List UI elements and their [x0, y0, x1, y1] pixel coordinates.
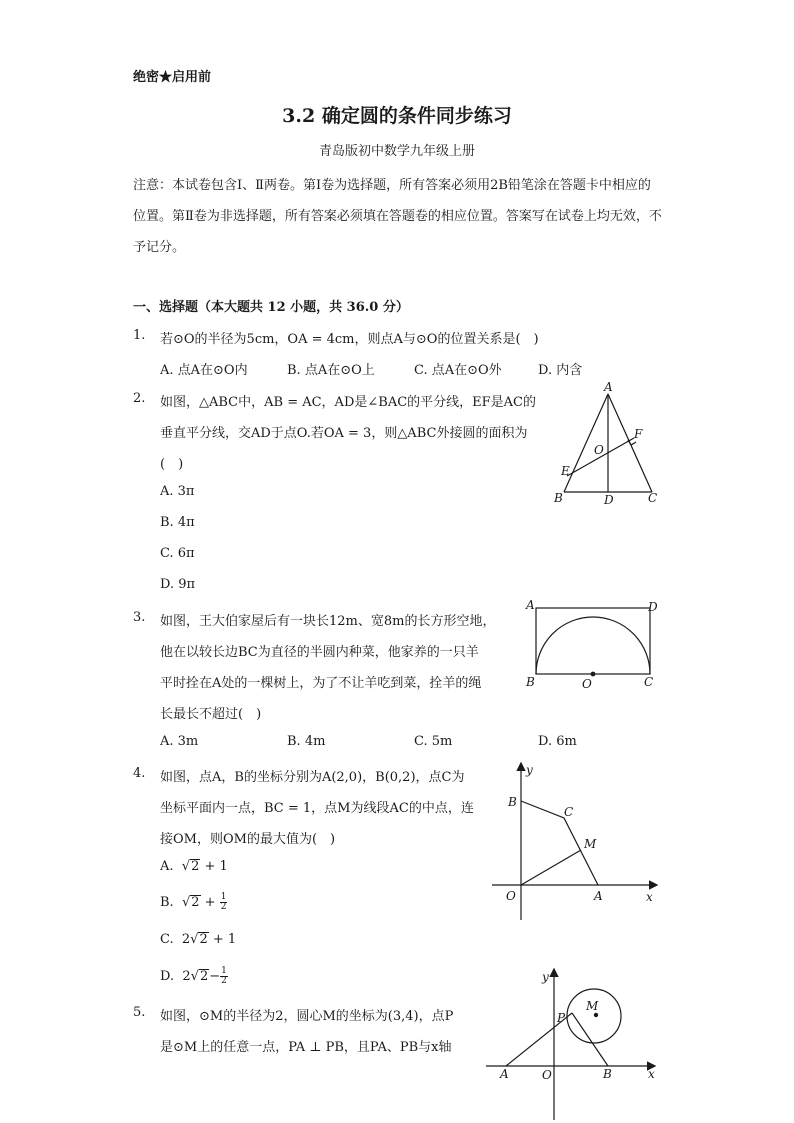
- q2-label-f: F: [634, 427, 643, 441]
- q1-option-b: B. 点A在⊙O上: [287, 363, 375, 378]
- q1-number: 1.: [133, 328, 146, 343]
- q5-label-o: O: [542, 1068, 552, 1082]
- confidential-label: 绝密★启用前: [133, 70, 212, 85]
- q4-option-c-label: C.: [160, 932, 174, 947]
- q4-option-a-label: A.: [160, 859, 174, 874]
- q1-option-a: A. 点A在⊙O内: [160, 363, 248, 378]
- q4-label-b: B: [508, 795, 517, 809]
- q5-label-a: A: [500, 1067, 509, 1081]
- q5-number: 5.: [133, 1005, 146, 1020]
- q4-label-o: O: [506, 889, 516, 903]
- q2-line-1: 如图，△ABC中，AB = AC，AD是∠BAC的平分线，EF是AC的: [160, 395, 536, 410]
- q4-option-d-numerator: 1: [221, 966, 227, 976]
- q4-option-b-fraction: [220, 893, 228, 912]
- q2-label-o: O: [594, 443, 604, 457]
- q1-text: 若⊙O的半径为5cm，OA = 4cm，则点A与⊙O的位置关系是( ): [160, 332, 539, 347]
- q4-option-d: D. 2√2− $\frac{1}{2}$: [160, 966, 227, 986]
- q4-option-d-rest: −: [209, 969, 221, 984]
- q5-line-2: 是⊙M上的任意一点，PA ⊥ PB，且PA、PB与x轴: [160, 1040, 452, 1055]
- q4-label-x: x: [646, 890, 653, 904]
- q5-label-p: P: [557, 1011, 566, 1025]
- q2-label-a: A: [604, 380, 613, 394]
- q3-line-3: 平时拴在A处的一棵树上，为了不让羊吃到菜，拴羊的绳: [160, 676, 482, 691]
- q4-option-a-rest: + 1: [204, 859, 228, 874]
- q4-option-b-denominator: 2: [220, 902, 227, 912]
- q4-segment-om: [521, 850, 581, 885]
- q2-option-a: A. 3π: [160, 484, 195, 499]
- q2-label-c: C: [648, 491, 658, 505]
- q3-number: 3.: [133, 610, 146, 625]
- q4-line-2: 坐标平面内一点，BC = 1，点M为线段AC的中点，连: [160, 801, 474, 816]
- q5-label-b: B: [603, 1067, 612, 1081]
- page-title: 3.2 确定圆的条件同步练习: [282, 105, 512, 127]
- q4-option-a-radicand: 2: [191, 859, 200, 874]
- q3-semicircle: [536, 617, 650, 674]
- q4-line-3: 接OM，则OM的最大值为( ): [160, 832, 336, 847]
- q3-label-b: B: [526, 675, 535, 689]
- q3-option-a: A. 3m: [160, 734, 199, 749]
- q5-circle-m: [567, 989, 621, 1043]
- q5-center-point: [594, 1013, 598, 1017]
- q2-option-c: C. 6π: [160, 546, 195, 561]
- q5-label-x: x: [648, 1067, 655, 1081]
- q4-label-a: A: [594, 889, 603, 903]
- q4-label-c: C: [564, 805, 574, 819]
- q2-triangle-figure: [550, 378, 670, 508]
- q2-label-d: D: [604, 493, 614, 507]
- q4-option-d-radicand: 2: [199, 969, 209, 984]
- q4-option-d-denominator: 2: [221, 976, 227, 986]
- q3-center-point: [591, 672, 596, 677]
- q4-option-b-radicand: 2: [191, 895, 200, 910]
- q2-option-b: B. 4π: [160, 515, 195, 530]
- q2-line-2: 垂直平分线，交AD于点O.若OA = 3，则△ABC外接圆的面积为: [160, 426, 528, 441]
- q4-option-b-label: B.: [160, 895, 174, 910]
- q4-option-d-label: D.: [160, 969, 175, 984]
- q3-label-o: O: [582, 677, 592, 691]
- q2-label-b: B: [554, 491, 563, 505]
- q2-line-3: ( ): [160, 457, 184, 472]
- q4-option-b-rest: +: [204, 895, 216, 910]
- page-subtitle: 青岛版初中数学九年级上册: [318, 144, 475, 159]
- q4-option-c-radicand: 2: [199, 932, 208, 947]
- q4-option-a: A. √2 + 1: [160, 859, 228, 874]
- q3-rectangle-figure: [520, 596, 670, 692]
- exam-notice: 注意：本试卷包含Ⅰ、Ⅱ两卷。第Ⅰ卷为选择题，所有答案必须用2B铅笔涂在答题卡中相应的位置。第Ⅱ卷为非选择题，所有答案必须填在答题卷的相应位置。答案写在试卷上均无效，不予记分。: [133, 178, 662, 255]
- q5-line-1: 如图，⊙M的半径为2，圆心M的坐标为(3,4)，点P: [160, 1009, 454, 1024]
- q3-label-d: D: [648, 600, 658, 614]
- q4-label-y: y: [526, 763, 533, 777]
- q4-number: 4.: [133, 766, 146, 781]
- q4-option-d-coef: 2: [182, 969, 191, 984]
- q3-line-2: 他在以较长边BC为直径的半圆内种菜，他家养的一只羊: [160, 645, 479, 660]
- q4-option-c-coef: 2: [181, 932, 191, 947]
- q5-label-y: y: [542, 970, 549, 984]
- q4-label-m: M: [584, 837, 597, 851]
- q4-line-1: 如图，点A，B的坐标分别为A(2,0)，B(0,2)，点C为: [160, 770, 465, 785]
- q3-rectangle: [536, 608, 650, 674]
- q2-number: 2.: [133, 391, 146, 406]
- section-title: 一、选择题（本大题共 12 小题，共 36.0 分）: [133, 300, 409, 315]
- q5-label-m: M: [586, 999, 599, 1013]
- q4-coordinate-figure: [488, 758, 663, 924]
- q4-option-d-fraction: [220, 967, 228, 986]
- q4-option-b-numerator: 1: [220, 892, 227, 902]
- q4-option-c-rest: + 1: [212, 932, 237, 947]
- q2-label-e: E: [561, 464, 570, 478]
- q5-circle-figure: [484, 966, 664, 1122]
- q3-label-a: A: [526, 598, 535, 612]
- q4-option-c: C. 2√2 + 1: [160, 932, 237, 947]
- q1-option-c: C. 点A在⊙O外: [414, 363, 502, 378]
- q3-option-b: B. 4m: [287, 734, 326, 749]
- q3-line-4: 长最长不超过( ): [160, 707, 262, 722]
- q5-segment-pb: [572, 1013, 608, 1066]
- q3-option-c: C. 5m: [414, 734, 453, 749]
- q4-option-b: B. √2 + $\frac{1}{2}$: [160, 892, 227, 912]
- q3-line-1: 如图，王大伯家屋后有一块长12m、宽8m的长方形空地，: [160, 614, 496, 629]
- q3-option-d: D. 6m: [538, 734, 577, 749]
- q2-option-d: D. 9π: [160, 577, 196, 592]
- q3-label-c: C: [644, 675, 654, 689]
- q1-option-d: D. 内含: [538, 363, 583, 378]
